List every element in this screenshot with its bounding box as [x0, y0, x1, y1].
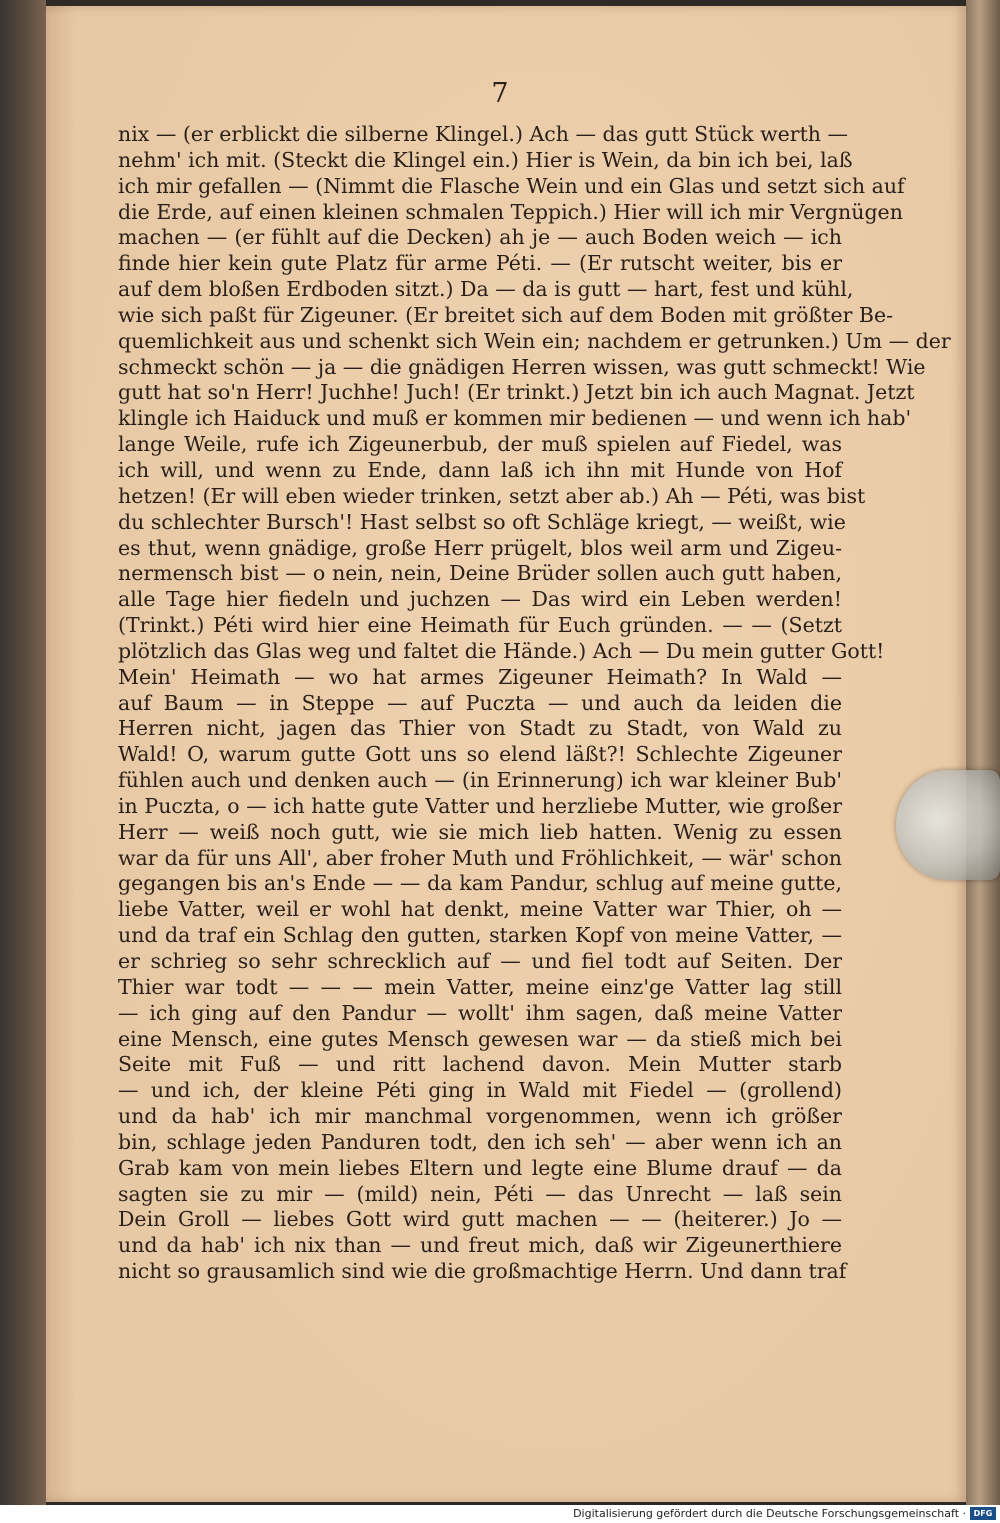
text-line: und da traf ein Schlag den gutten, starken Kopf von meine Vatter, —: [118, 923, 842, 948]
text-line: quemlichkeit aus und schenkt sich Wein ein; nachdem er getrunken.) Um — der: [118, 328, 951, 353]
text-line: ich will, und wenn zu Ende, dann laß ich ihn mit Hunde von Hof: [118, 457, 842, 482]
page-number: 7: [491, 78, 509, 109]
text-line: plötzlich das Glas weg und faltet die Hände.) Ach — Du mein gutter Gott!: [118, 638, 885, 663]
text-line: Herr — weiß noch gutt, wie sie mich lieb hatten. Wenig zu essen: [118, 819, 842, 844]
text-line: auf Baum — in Steppe — auf Puczta — und auch da leiden die: [118, 690, 842, 715]
text-line: finde hier kein gute Platz für arme Péti. — (Er rutscht weiter, bis er: [118, 251, 842, 276]
text-line: Grab kam von mein liebes Eltern und legte eine Blume drauf — da: [118, 1155, 842, 1180]
text-line: Wald! O, warum gutte Gott uns so elend läßt?! Schlechte Zigeuner: [118, 742, 842, 767]
text-line: liebe Vatter, weil er wohl hat denkt, meine Vatter war Thier, oh —: [118, 897, 842, 922]
text-line: in Puczta, o — ich hatte gute Vatter und herzliebe Mutter, wie großer: [118, 793, 842, 818]
footer-credit: Digitalisierung gefördert durch die Deutsche Forschungsgemeinschaft ·: [0, 1505, 1000, 1523]
text-line: du schlechter Bursch'! Hast selbst so oft Schläge kriegt, — weißt, wie: [118, 509, 846, 534]
text-line: er schrieg so sehr schrecklich auf — und fiel todt auf Seiten. Der: [118, 949, 842, 973]
text-line: (Trinkt.) Péti wird hier eine Heimath für Euch gründen. — — (Setzt: [118, 613, 842, 638]
text-line: alle Tage hier fiedeln und juchzen — Das wird ein Leben werden!: [118, 587, 842, 612]
text-line: gegangen bis an's Ende — — da kam Pandur, schlug auf meine gutte,: [118, 871, 842, 896]
page-edge: [966, 0, 1000, 1505]
dfg-logo: DFG: [970, 1507, 996, 1520]
text-line: Thier war todt — — — mein Vatter, meine einz'ge Vatter lag still: [118, 974, 842, 999]
text-line: nermensch bist — o nein, nein, Deine Brüder sollen auch gutt haben,: [118, 561, 842, 586]
text-line: nehm' ich mit. (Steckt die Klingel ein.) Hier is Wein, da bin ich bei, laß: [118, 147, 853, 172]
text-line: machen — (er fühlt auf die Decken) ah je — auch Boden weich — ich: [118, 225, 842, 250]
text-line: lange Weile, rufe ich Zigeunerbub, der muß spielen auf Fiedel, was: [118, 432, 842, 457]
text-line: nix — (er erblickt die silberne Klingel.) Ach — das gutt Stück werth —: [118, 122, 849, 146]
body-text: [118, 122, 951, 1285]
glass-page-holder: [896, 770, 1000, 880]
text-line: bin, schlage jeden Panduren todt, den ich seh' — aber wenn ich an: [118, 1129, 842, 1154]
text-line: nicht so grausamlich sind wie die großmachtige Herrn. Und dann traf: [118, 1259, 847, 1284]
text-line: die Erde, auf einen kleinen schmalen Teppich.) Hier will ich mir Vergnügen: [118, 199, 903, 224]
text-line: gutt hat so'n Herr! Juchhe! Juch! (Er trinkt.) Jetzt bin ich auch Magnat. Jetzt: [118, 380, 915, 405]
text-line: — ich ging auf den Pandur — wollt' ihm sagen, daß meine Vatter: [118, 1000, 842, 1025]
text-line: und da hab' ich nix than — und freut mich, daß wir Zigeunerthiere: [118, 1233, 842, 1258]
book-spine: [0, 0, 46, 1505]
text-line: Mein' Heimath — wo hat armes Zigeuner Heimath? In Wald —: [118, 664, 842, 689]
text-line: auf dem bloßen Erdboden sitzt.) Da — da is gutt — hart, fest und kühl,: [118, 277, 854, 302]
text-line: Seite mit Fuß — und ritt lachend davon. Mein Mutter starb: [118, 1052, 842, 1077]
text-line: und da hab' ich mir manchmal vorgenommen, wenn ich größer: [118, 1104, 842, 1129]
text-line: es thut, wenn gnädige, große Herr prügelt, blos weil arm und Zigeu-: [118, 535, 842, 560]
text-line: Herren nicht, jagen das Thier von Stadt zu Stadt, von Wald zu: [118, 716, 842, 741]
text-line: hetzen! (Er will eben wieder trinken, setzt aber ab.) Ah — Péti, was bist: [118, 483, 866, 508]
text-line: sagten sie zu mir — (mild) nein, Péti — das Unrecht — laß sein: [118, 1181, 842, 1206]
text-line: klingle ich Haiduck und muß er kommen mir bedienen — und wenn ich hab': [118, 406, 912, 431]
text-line: Dein Groll — liebes Gott wird gutt machen — — (heiterer.) Jo —: [118, 1207, 842, 1232]
text-line: fühlen auch und denken auch — (in Erinnerung) ich war kleiner Bub': [118, 768, 842, 793]
text-line: — und ich, der kleine Péti ging in Wald mit Fiedel — (grollend): [118, 1078, 842, 1103]
text-line: eine Mensch, eine gutes Mensch gewesen war — da stieß mich bei: [118, 1026, 842, 1051]
text-line: ich mir gefallen — (Nimmt die Flasche Wein und ein Glas und setzt sich auf: [118, 173, 905, 198]
text-line: wie sich paßt für Zigeuner. (Er breitet sich auf dem Boden mit größter Be-: [118, 302, 894, 327]
text-line: schmeckt schön — ja — die gnädigen Herren wissen, was gutt schmeckt! Wie: [118, 354, 926, 379]
text-line: war da für uns All', aber froher Muth und Fröhlichkeit, — wär' schon: [118, 845, 842, 870]
